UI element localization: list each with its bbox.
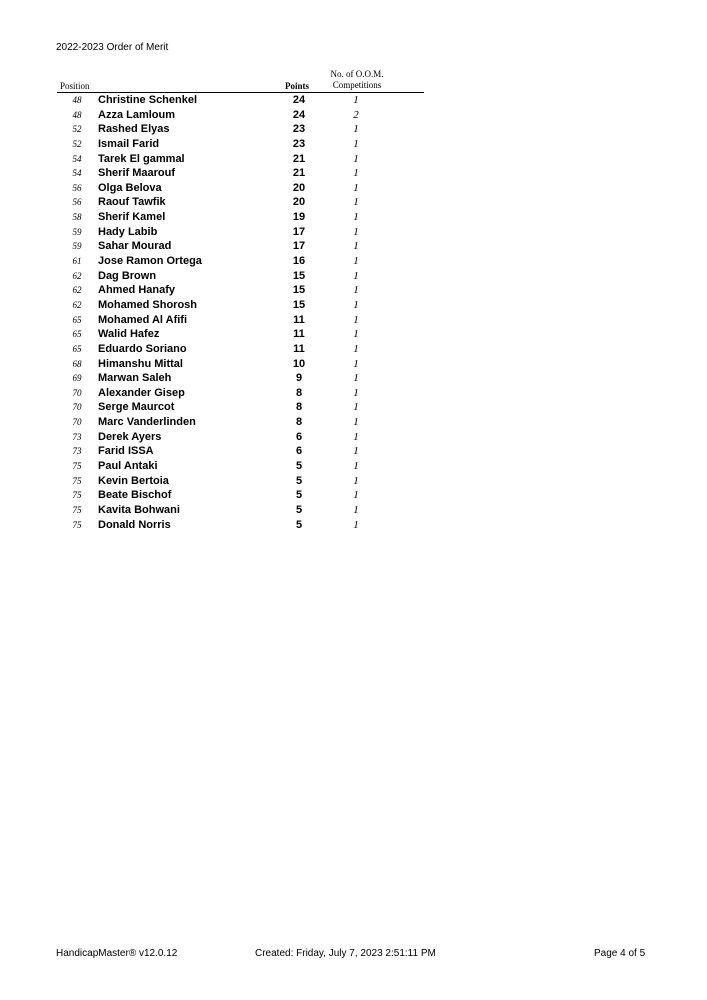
row-competitions: 1 [353,298,359,311]
row-position: 73 [72,431,82,442]
table-row [57,137,424,152]
table-row [57,298,424,313]
row-position: 65 [72,329,82,340]
row-points: 20 [292,181,306,194]
row-position: 59 [72,226,82,237]
row-player-name: Jose Ramon Ortega [98,255,202,268]
row-competitions: 1 [353,503,359,516]
row-competitions: 1 [353,211,359,224]
table-row [57,386,424,401]
table-row [57,518,424,533]
row-position: 65 [72,314,82,325]
row-player-name: Beate Bischof [98,489,172,502]
row-points: 8 [295,401,303,414]
table-row [57,415,424,430]
row-competitions: 1 [353,313,359,326]
row-competitions: 1 [353,357,359,370]
row-player-name: Mohamed Al Afifi [98,313,188,326]
row-player-name: Olga Belova [98,181,162,194]
row-position: 65 [72,343,82,354]
row-player-name: Paul Antaki [98,460,158,473]
table-row [57,283,424,298]
row-points: 24 [292,94,306,106]
row-points: 5 [295,503,303,516]
row-points: 10 [292,357,306,370]
row-points: 23 [292,123,306,136]
row-points: 9 [295,372,303,385]
row-position: 62 [72,270,82,281]
competitions-header-line2: Competitions [332,80,382,90]
row-position: 58 [72,212,82,223]
row-competitions: 1 [353,137,359,150]
row-points: 19 [292,211,306,224]
row-competitions: 1 [353,386,359,399]
row-player-name: Azza Lamloum [98,108,176,121]
row-competitions: 1 [353,181,359,194]
table-row [57,357,424,372]
footer-page-number: Page 4 of 5 [594,948,646,959]
table-row [57,313,424,328]
table-row [57,195,424,210]
row-points: 21 [292,152,306,165]
table-row [57,488,424,503]
row-position: 69 [72,373,82,384]
row-points: 5 [295,489,303,502]
table-row [57,122,424,137]
row-points: 23 [292,137,306,150]
row-player-name: Himanshu Mittal [98,357,183,370]
row-position: 48 [72,95,82,105]
row-position: 68 [72,358,82,369]
row-competitions: 1 [353,474,359,487]
row-points: 5 [295,460,303,473]
table-row [57,225,424,240]
row-points: 11 [293,328,305,341]
table-row [57,166,424,181]
row-points: 6 [295,445,303,458]
row-position: 62 [72,285,82,296]
row-player-name: Marc Vanderlinden [98,416,196,429]
row-points: 8 [295,386,303,399]
row-player-name: Kevin Bertoia [98,474,169,487]
row-competitions: 1 [353,255,359,268]
row-points: 15 [292,298,306,311]
row-competitions: 1 [353,123,359,136]
row-position: 54 [72,153,82,164]
row-points: 15 [292,284,306,297]
row-points: 5 [295,474,303,487]
row-points: 17 [292,225,306,238]
row-points: 11 [293,342,305,355]
row-points: 24 [292,108,306,121]
row-points: 16 [292,255,306,268]
table-row [57,444,424,459]
row-position: 56 [72,182,82,193]
row-points: 11 [293,313,305,326]
row-competitions: 1 [353,342,359,355]
row-points: 5 [295,518,303,531]
row-player-name: Sherif Maarouf [98,167,176,180]
row-competitions: 1 [353,167,359,180]
row-player-name: Tarek El gammal [98,152,185,165]
competitions-header-line1: No. of O.O.M. [330,69,384,79]
table-row [57,327,424,342]
table-row [57,371,424,386]
row-competitions: 1 [353,430,359,443]
row-competitions: 1 [353,460,359,473]
table-row [57,239,424,254]
row-position: 59 [72,241,82,252]
row-player-name: Mohamed Shorosh [98,298,198,311]
row-player-name: Walid Hafez [98,328,160,341]
row-position: 48 [72,109,82,120]
row-player-name: Donald Norris [98,518,171,531]
row-competitions: 1 [353,518,359,531]
row-competitions: 1 [353,152,359,165]
row-points: 15 [292,269,306,282]
row-position: 70 [72,387,82,398]
row-player-name: Sahar Mourad [98,240,172,253]
table-row [57,254,424,269]
row-position: 70 [72,402,82,413]
row-competitions: 1 [353,196,359,209]
table-row [57,108,424,123]
row-position: 52 [72,124,82,135]
table-row [57,503,424,518]
row-competitions: 1 [353,328,359,341]
row-position: 75 [72,504,82,515]
row-position: 62 [72,299,82,310]
footer-created: Created: Friday, July 7, 2023 2:51:11 PM [255,948,436,959]
row-position: 73 [72,446,82,457]
row-competitions: 1 [353,416,359,429]
points-column-header: Points [285,81,310,91]
row-points: 17 [292,240,306,253]
row-position: 75 [72,490,82,501]
row-competitions: 1 [353,401,359,414]
table-row [57,93,424,108]
row-player-name: Hady Labib [98,225,158,238]
row-points: 21 [292,167,306,180]
row-position: 52 [72,138,82,149]
row-competitions: 1 [353,94,359,106]
table-row [57,181,424,196]
row-player-name: Derek Ayers [98,430,162,443]
table-row [57,474,424,489]
footer-software: HandicapMaster® v12.0.12 [56,948,178,959]
row-position: 54 [72,168,82,179]
table-row [57,342,424,357]
table-row [57,152,424,167]
row-points: 6 [295,430,303,443]
table-row [57,430,424,445]
table-header [57,68,424,93]
row-player-name: Ismail Farid [98,137,160,150]
row-competitions: 1 [353,284,359,297]
row-competitions: 2 [353,108,359,121]
row-competitions: 1 [353,240,359,253]
row-player-name: Alexander Gisep [98,386,185,399]
row-player-name: Farid ISSA [98,445,154,458]
row-points: 20 [292,196,306,209]
row-player-name: Eduardo Soriano [98,342,187,355]
row-player-name: Raouf Tawfik [98,196,166,209]
document-title: 2022-2023 Order of Merit [56,42,169,53]
row-competitions: 1 [353,445,359,458]
row-points: 8 [295,416,303,429]
table-row [57,210,424,225]
row-player-name: Marwan Saleh [98,372,172,385]
row-player-name: Kavita Bohwani [98,503,180,516]
table-row [57,459,424,474]
row-position: 75 [72,461,82,472]
table-row [57,269,424,284]
row-competitions: 1 [353,372,359,385]
position-column-header: Position [60,81,90,91]
row-player-name: Sherif Kamel [98,211,166,224]
standings-table [57,93,424,532]
row-competitions: 1 [353,225,359,238]
table-row [57,400,424,415]
row-player-name: Rashed Elyas [98,123,170,136]
row-competitions: 1 [353,269,359,282]
row-position: 56 [72,197,82,208]
row-position: 70 [72,417,82,428]
row-position: 75 [72,475,82,486]
row-competitions: 1 [353,489,359,502]
row-player-name: Christine Schenkel [98,94,198,106]
competitions-column-header [327,69,387,91]
row-position: 61 [72,256,82,267]
row-player-name: Ahmed Hanafy [98,284,176,297]
row-player-name: Dag Brown [98,269,157,282]
row-position: 75 [72,519,82,530]
row-player-name: Serge Maurcot [98,401,175,414]
